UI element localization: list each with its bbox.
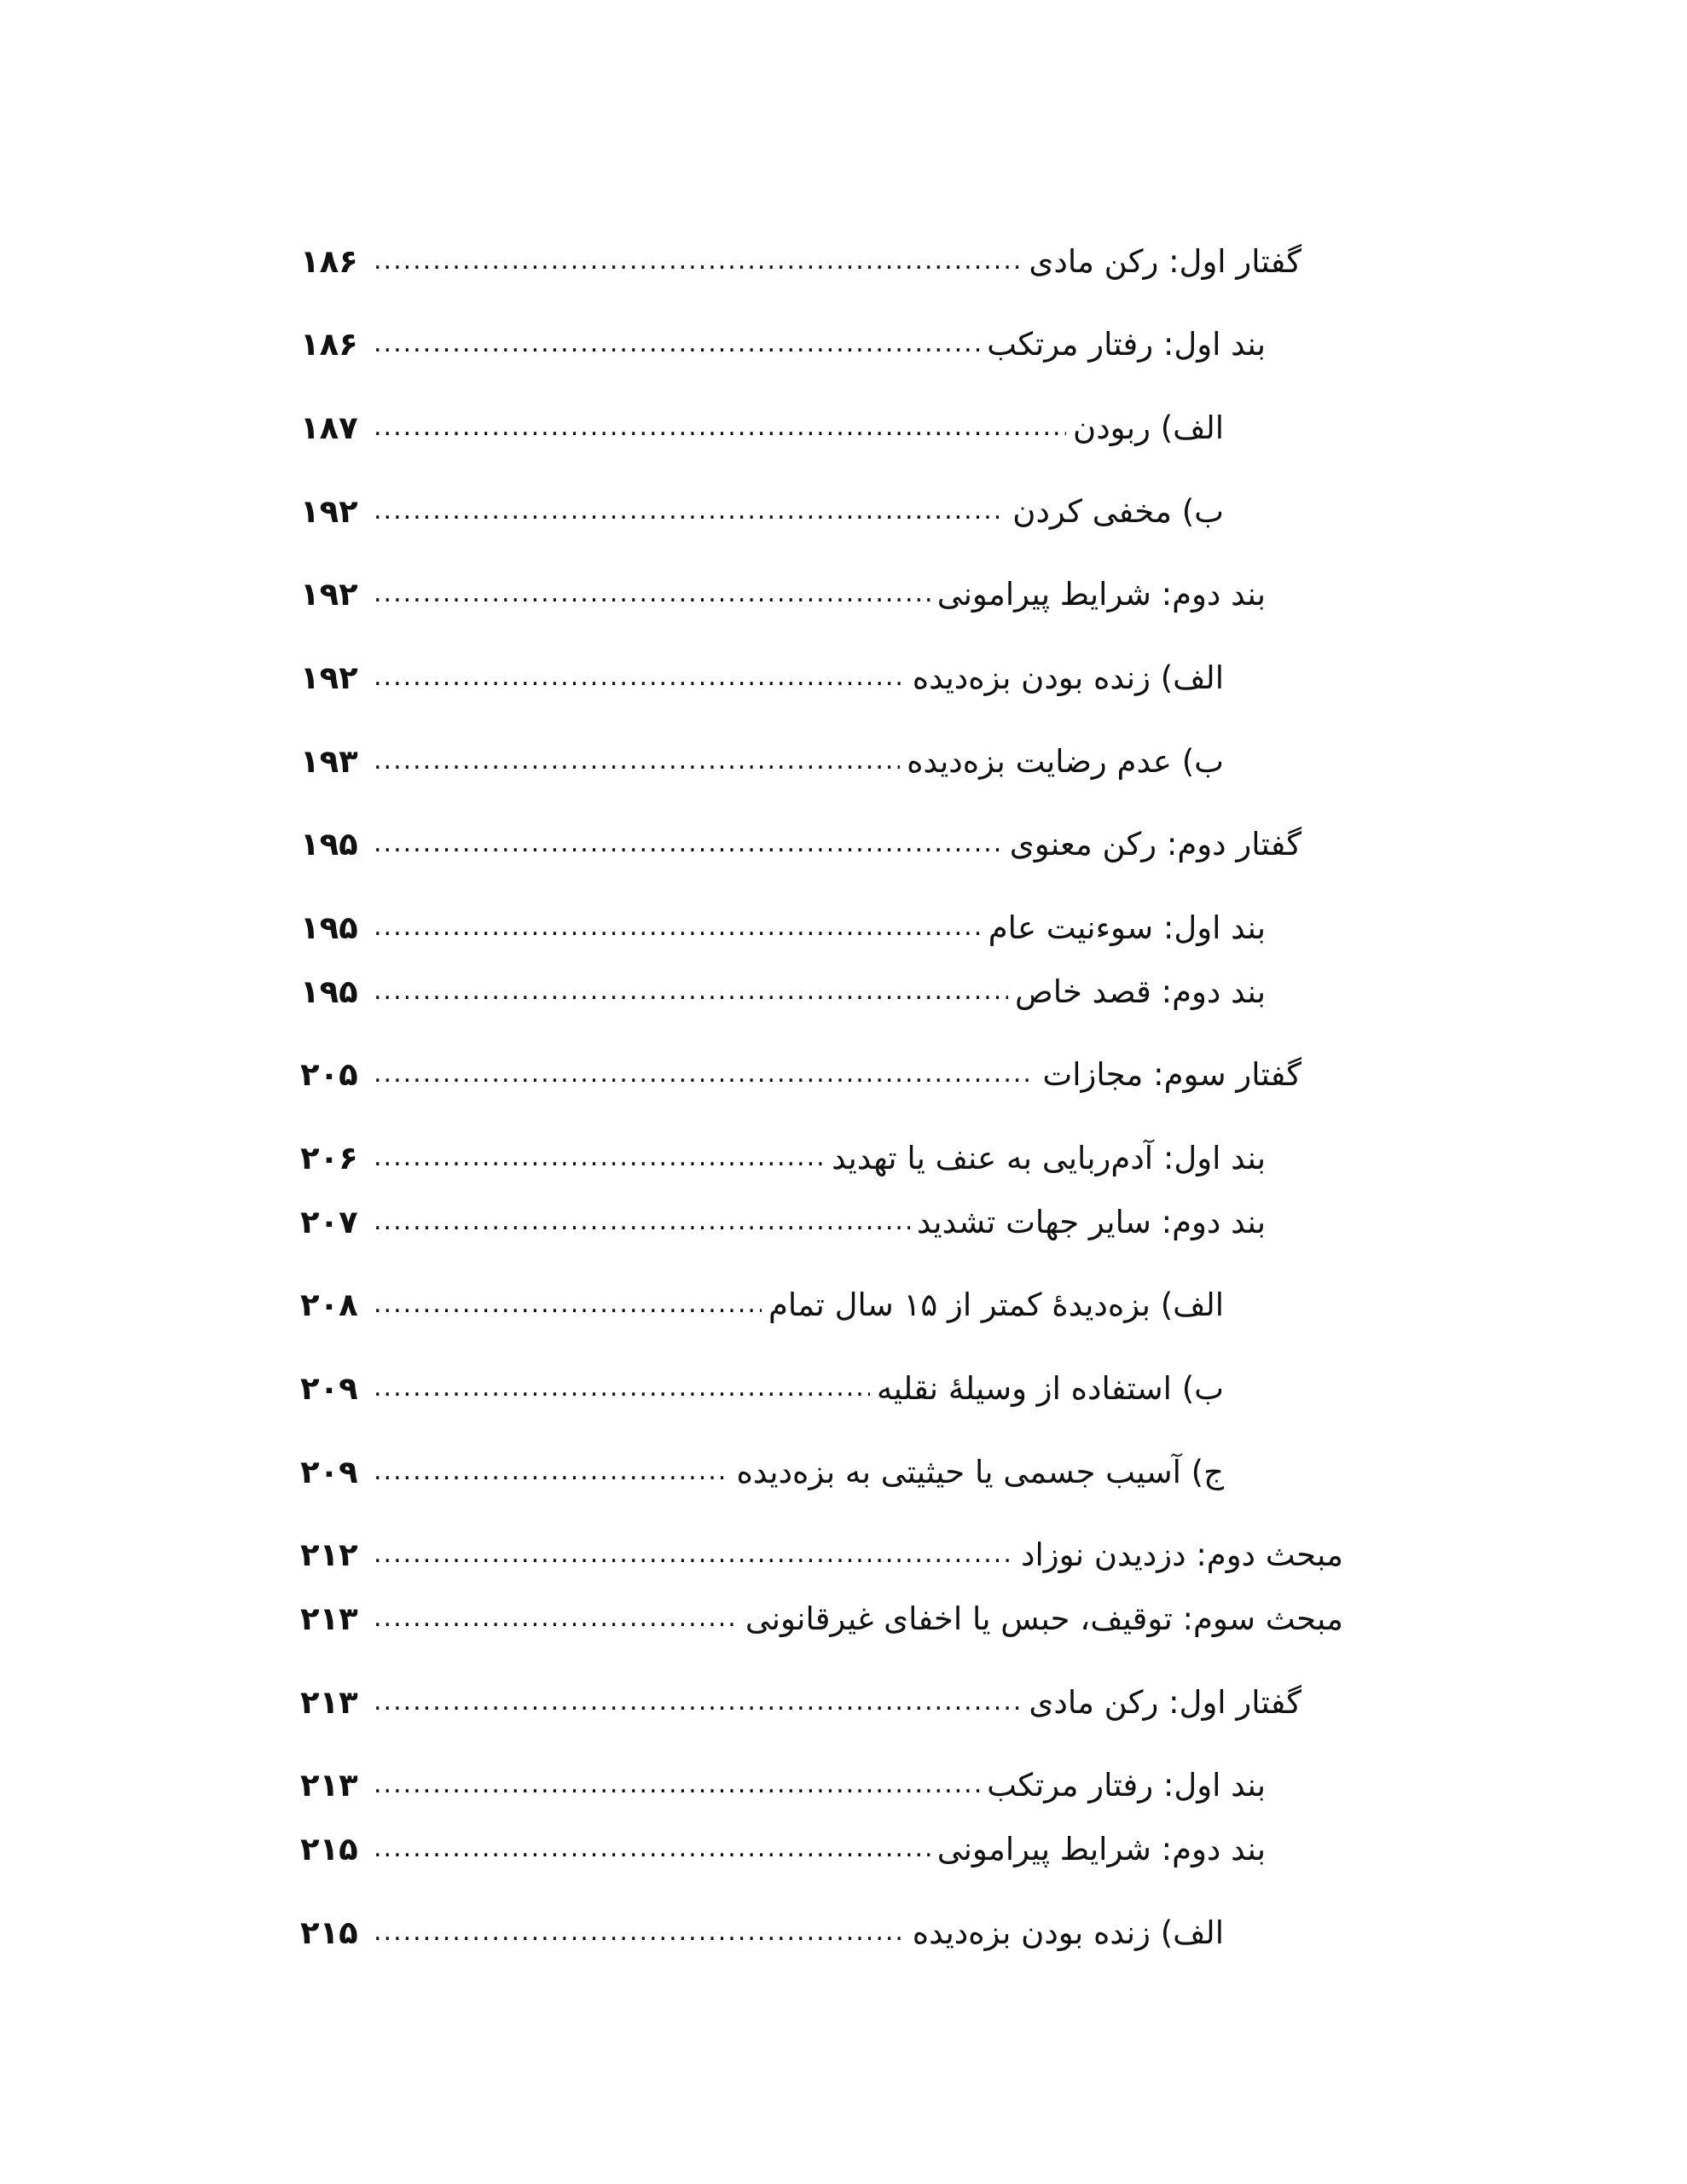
toc-entry-page: ۲۰۹ <box>300 1453 358 1490</box>
toc-entry-title: بند دوم: سایر جهات تشدید <box>916 1203 1266 1240</box>
toc-entry-title: گفتار دوم: رکن معنوی <box>1009 825 1301 863</box>
leader-dots <box>374 485 1006 537</box>
leader-dots <box>374 1048 1035 1100</box>
toc-entry-title: الف) بزه‌دیدهٔ کمتر از ۱۵ سال تمام <box>768 1286 1224 1323</box>
toc-entry[interactable] <box>300 485 1224 537</box>
leader-dots <box>374 735 900 787</box>
toc-entry-page: ۱۹۵ <box>300 825 358 863</box>
toc-entry-page: ۱۹۲ <box>300 575 358 613</box>
toc-entry[interactable] <box>300 1823 1266 1874</box>
toc-entry[interactable] <box>300 318 1266 369</box>
toc-entry-page: ۲۰۶ <box>300 1139 358 1176</box>
leader-dots <box>374 318 980 369</box>
toc-entry-page: ۱۹۳ <box>300 742 358 780</box>
leader-dots <box>374 402 1066 453</box>
leader-dots <box>374 1907 906 1958</box>
toc-entry-page: ۱۹۵ <box>300 909 358 946</box>
toc-entry-page: ۱۸۶ <box>300 325 358 363</box>
toc-entry-page: ۲۱۵ <box>300 1830 358 1867</box>
toc-entry[interactable] <box>300 1196 1266 1247</box>
toc-entry-title: بند اول: آدم‌ربایی به عنف یا تهدید <box>832 1139 1266 1176</box>
toc-entry[interactable] <box>300 735 1224 787</box>
leader-dots <box>374 1593 739 1644</box>
leader-dots <box>374 818 1003 869</box>
toc-entry[interactable] <box>300 568 1266 619</box>
toc-entry[interactable] <box>300 1759 1266 1810</box>
leader-dots <box>374 1759 980 1810</box>
toc-entry-title: بند اول: رفتار مرتکب <box>987 1766 1266 1804</box>
toc-entry-title: بند دوم: شرایط پیرامونی <box>936 1830 1266 1867</box>
toc-entry[interactable] <box>300 1279 1224 1330</box>
toc-entry[interactable] <box>300 966 1266 1017</box>
toc-entry-page: ۱۹۲ <box>300 659 358 696</box>
toc-entry[interactable] <box>300 1048 1301 1100</box>
leader-dots <box>374 1362 870 1414</box>
toc-entry-page: ۲۰۷ <box>300 1203 358 1240</box>
toc-entry[interactable] <box>300 1529 1343 1580</box>
leader-dots <box>374 1529 1014 1580</box>
toc-entry-page: ۲۰۹ <box>300 1369 358 1407</box>
toc-entry[interactable] <box>300 1362 1224 1414</box>
toc-entry[interactable] <box>300 652 1224 703</box>
leader-dots <box>374 1132 825 1183</box>
toc-entry-title: ج) آسیب جسمی یا حیثیتی به بزه‌دیده <box>736 1453 1224 1490</box>
leader-dots <box>374 1676 1022 1728</box>
toc-entry[interactable] <box>300 1907 1224 1958</box>
leader-dots <box>374 966 1008 1017</box>
toc-entry-title: الف) ربودن <box>1073 409 1224 446</box>
toc-entry-title: گفتار اول: رکن مادی <box>1029 1683 1301 1721</box>
toc-entry-title: الف) زنده بودن بزه‌دیده <box>912 1914 1224 1951</box>
toc-entry-page: ۲۱۲ <box>300 1536 358 1573</box>
toc-entry[interactable] <box>300 235 1301 287</box>
toc-entry-title: بند دوم: قصد خاص <box>1015 973 1266 1010</box>
leader-dots <box>374 568 930 619</box>
leader-dots <box>374 652 906 703</box>
toc-entry-page: ۲۱۳ <box>300 1600 358 1637</box>
toc-entry-page: ۲۱۳ <box>300 1766 358 1804</box>
leader-dots <box>374 902 982 953</box>
toc-entry[interactable] <box>300 1132 1266 1183</box>
toc-entry-title: الف) زنده بودن بزه‌دیده <box>912 659 1224 696</box>
toc-entry[interactable] <box>300 902 1266 953</box>
toc-entry-page: ۱۹۲ <box>300 492 358 530</box>
toc-entry[interactable] <box>300 1446 1224 1497</box>
leader-dots <box>374 1196 910 1247</box>
toc-entry-title: مبحث دوم: دزدیدن نوزاد <box>1021 1536 1343 1573</box>
leader-dots <box>374 1823 930 1874</box>
leader-dots <box>374 1446 729 1497</box>
toc-entry-title: بند اول: رفتار مرتکب <box>987 325 1266 363</box>
toc-entry-page: ۱۸۶ <box>300 242 358 280</box>
toc-entry-title: بند دوم: شرایط پیرامونی <box>936 575 1266 613</box>
toc-entry[interactable] <box>300 818 1301 869</box>
toc-entry-title: گفتار اول: رکن مادی <box>1029 242 1301 280</box>
toc-entry-title: بند اول: سوءنیت عام <box>988 909 1266 946</box>
toc-entry[interactable] <box>300 1593 1343 1644</box>
toc-entry-title: مبحث سوم: توقیف، حبس یا اخفای غیرقانونی <box>745 1600 1343 1637</box>
toc-entry[interactable] <box>300 402 1224 453</box>
toc-entry-title: ب) استفاده از وسیلهٔ نقلیه <box>876 1369 1224 1407</box>
toc-entry-title: ب) عدم رضایت بزه‌دیده <box>907 742 1224 780</box>
toc-entry-page: ۲۰۵ <box>300 1055 358 1093</box>
leader-dots <box>374 235 1022 287</box>
toc-entry-page: ۱۹۵ <box>300 973 358 1010</box>
leader-dots <box>374 1279 762 1330</box>
toc-entry-title: ب) مخفی کردن <box>1012 492 1224 530</box>
toc-entry-title: گفتار سوم: مجازات <box>1042 1055 1301 1093</box>
toc-entry-page: ۱۸۷ <box>300 409 358 446</box>
toc-entry-page: ۲۰۸ <box>300 1286 358 1323</box>
toc-entry[interactable] <box>300 1676 1301 1728</box>
toc-entry-page: ۲۱۵ <box>300 1914 358 1951</box>
toc-entry-page: ۲۱۳ <box>300 1683 358 1721</box>
